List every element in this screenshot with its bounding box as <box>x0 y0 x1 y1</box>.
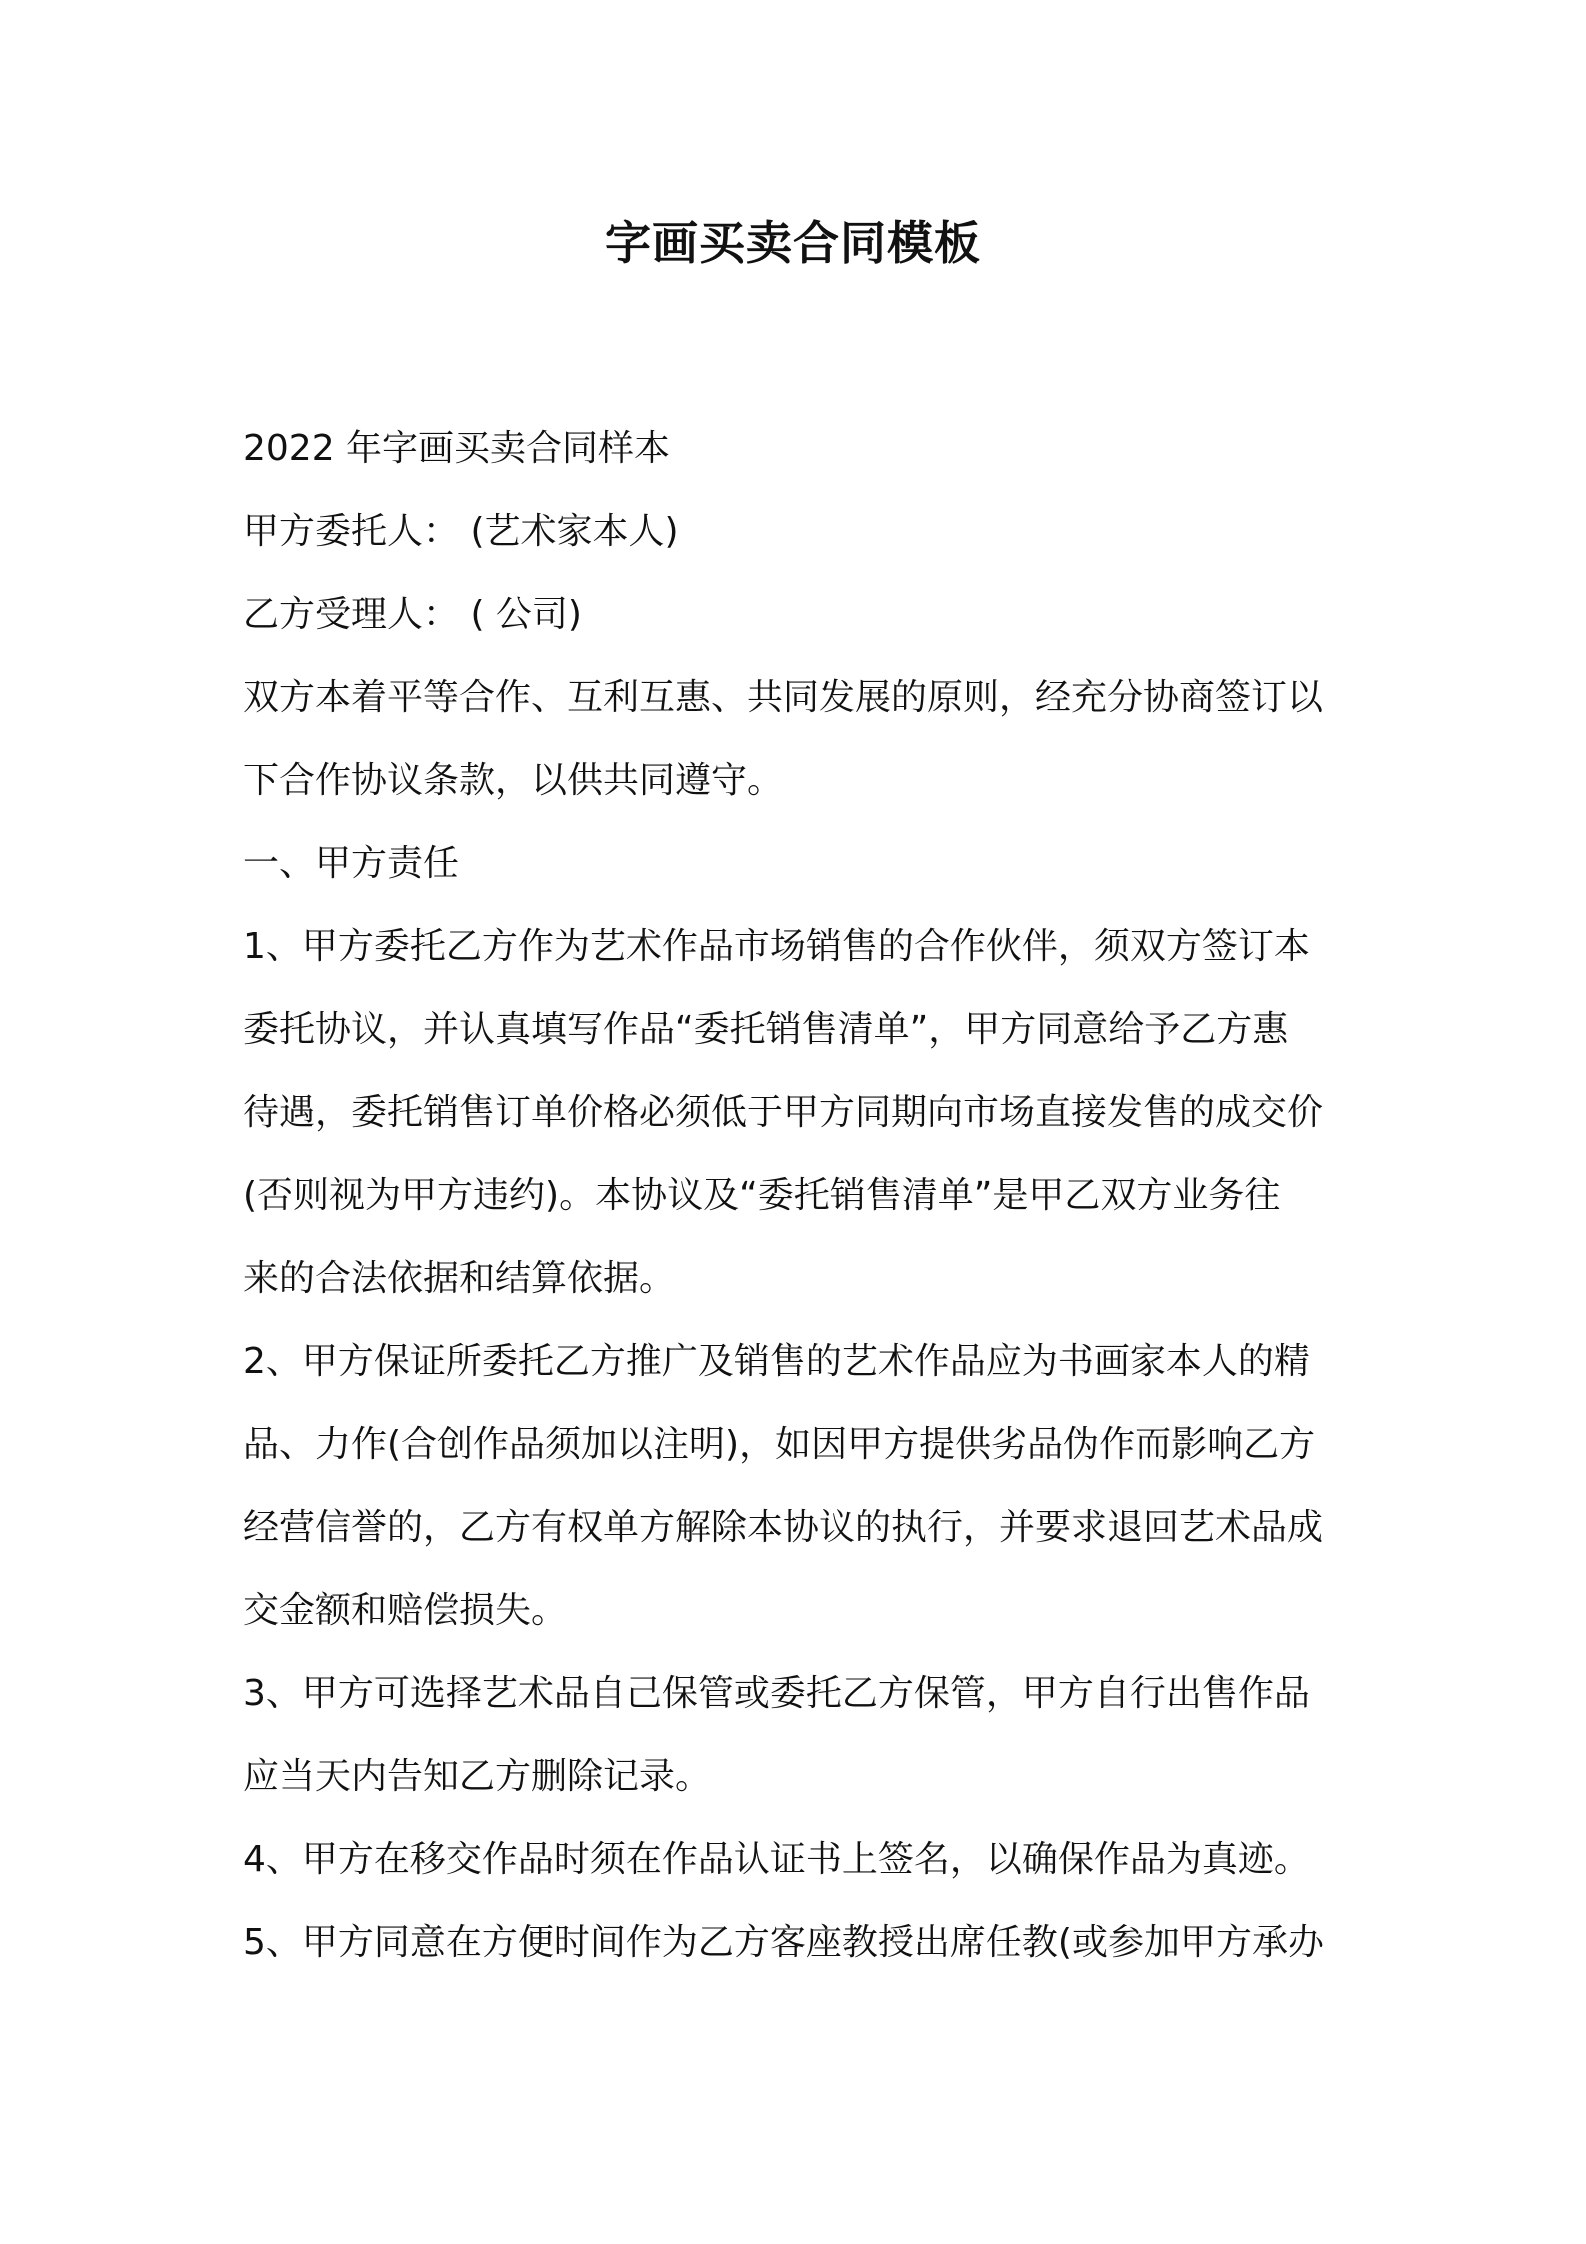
clause-line: 交金额和赔偿损失。 <box>243 1590 568 1631</box>
clause-line: 应当天内告知乙方删除记录。 <box>243 1756 712 1797</box>
document-title: 字画买卖合同模板 <box>605 216 981 270</box>
clause-line: 品、力作(合创作品须加以注明)，如因甲方提供劣品伪作而影响乙方 <box>243 1424 1316 1465</box>
clause-line: 3、甲方可选择艺术品自己保管或委托乙方保管，甲方自行出售作品 <box>243 1673 1310 1714</box>
clause-line: 待遇，委托销售订单价格必须低于甲方同期向市场直接发售的成交价 <box>243 1092 1324 1133</box>
preamble-line: 双方本着平等合作、互利互惠、共同发展的原则，经充分协商签订以 <box>243 677 1324 718</box>
party-b-line: 乙方受理人： ( 公司) <box>243 594 582 635</box>
document-body <box>243 407 1359 1984</box>
sample-heading: 2022 年字画买卖合同样本 <box>243 428 671 469</box>
clause-line: 1、甲方委托乙方作为艺术作品市场销售的合作伙伴，须双方签订本 <box>243 926 1310 967</box>
clause-line: 经营信誉的，乙方有权单方解除本协议的执行，并要求退回艺术品成 <box>243 1507 1324 1548</box>
clause-line: 委托协议，并认真填写作品“委托销售清单”，甲方同意给予乙方惠 <box>243 1009 1289 1050</box>
clause-line: 来的合法依据和结算依据。 <box>243 1258 676 1299</box>
clause-line: 2、甲方保证所委托乙方推广及销售的艺术作品应为书画家本人的精 <box>243 1341 1310 1382</box>
preamble-line: 下合作协议条款，以供共同遵守。 <box>243 760 784 801</box>
clause-line: (否则视为甲方违约)。本协议及“委托销售清单”是甲乙双方业务往 <box>243 1175 1281 1216</box>
clause-line: 5、甲方同意在方便时间作为乙方客座教授出席任教(或参加甲方承办 <box>243 1922 1324 1963</box>
clause-line: 4、甲方在移交作品时须在作品认证书上签名，以确保作品为真迹。 <box>243 1839 1310 1880</box>
party-a-line: 甲方委托人： (艺术家本人) <box>243 511 679 552</box>
section-heading: 一、甲方责任 <box>243 843 460 884</box>
